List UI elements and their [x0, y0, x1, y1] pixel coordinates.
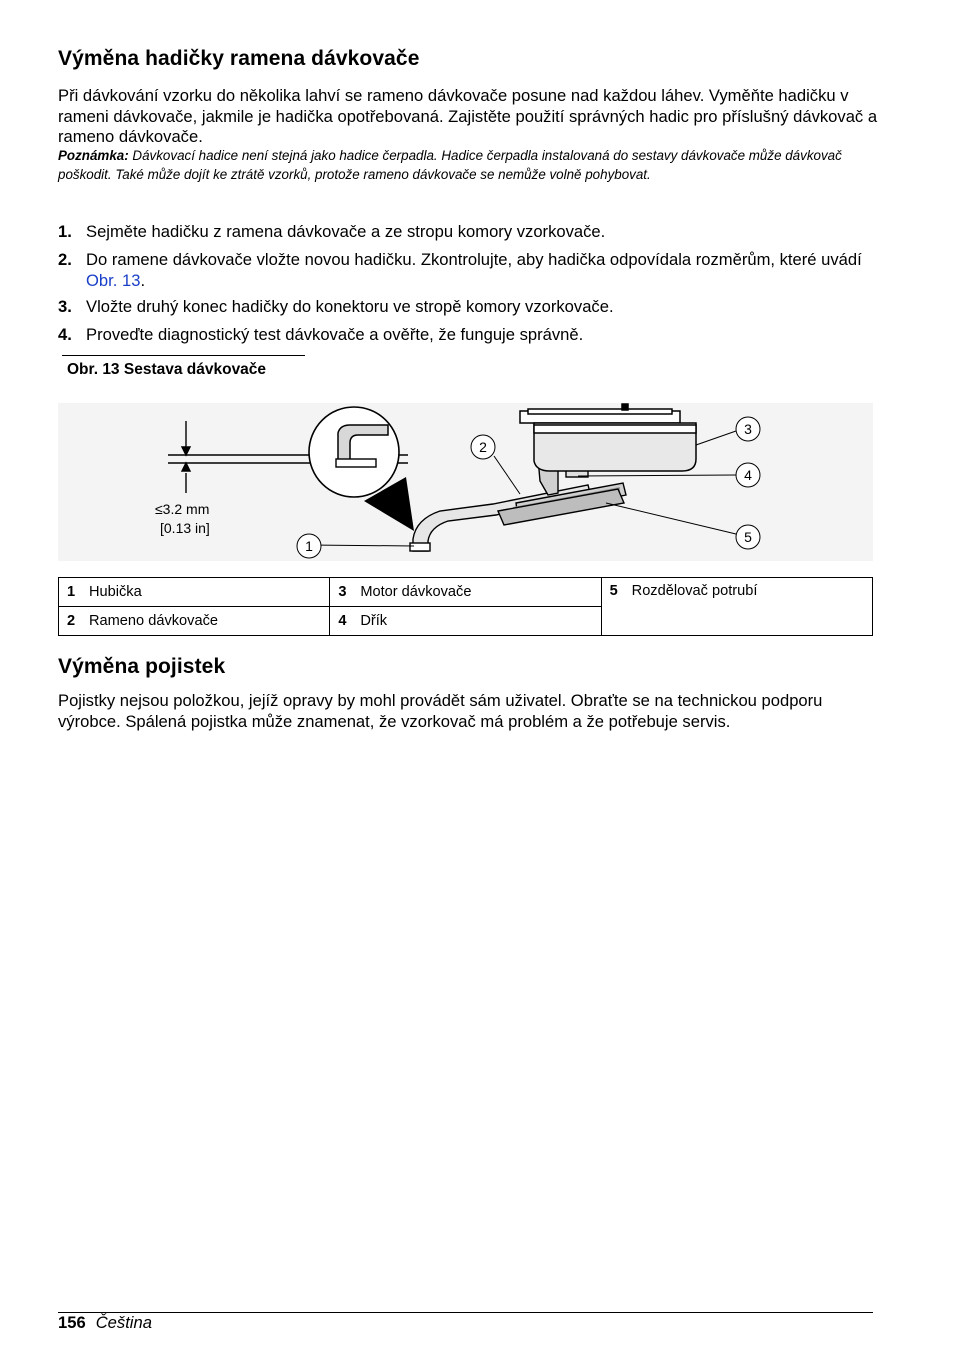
callout-2: [471, 435, 495, 459]
legend-label: Rozdělovač potrubí: [631, 583, 758, 599]
note-label: Poznámka:: [58, 148, 129, 163]
callout-5: [736, 525, 760, 549]
svg-text:2: 2: [479, 439, 487, 455]
legend-number: 2: [67, 613, 76, 629]
legend-label: Hubička: [89, 584, 142, 600]
intro-paragraph: Při dávkování vzorku do několika lahví se rameno dávkovače posune nad každou láhev. Vyměňte hadičku v rameni dávkovače, jakmile je hadička opotřebovaná. Zajistěte použití správných hadic pro příslušný dávkovač a rameno dávkovače.: [58, 86, 878, 146]
legend-cell: [330, 607, 601, 636]
step-number: 4.: [58, 325, 72, 344]
legend-label: Rameno dávkovače: [89, 613, 218, 629]
figure-legend-table: [58, 577, 873, 636]
step-text-part: Do ramene dávkovače vložte novou hadičku. Zkontrolujte, aby hadička odpovídala rozměrům, které uvádí: [86, 250, 862, 269]
step-text-part: .: [140, 270, 146, 290]
step-text: [86, 250, 871, 291]
fuse-paragraph: Pojistky nejsou položkou, jejíž opravy by mohl provádět sám uživatel. Obraťte se na technickou podporu výrobce. Spálená pojistka může znamenat, že vzorkovač má problém a že potřebuje servis.: [58, 691, 823, 731]
legend-cell: [59, 607, 330, 636]
dimension-mm-label: ≤3.2 mm: [155, 501, 210, 517]
footer-rule: [58, 1312, 873, 1313]
callout-4: [736, 463, 760, 487]
callout-3: [736, 417, 760, 441]
legend-number: 1: [67, 584, 76, 600]
step-number: 3.: [58, 297, 72, 316]
legend-number: 3: [338, 584, 347, 600]
step-text: Sejměte hadičku z ramena dávkovače a ze stropu komory vzorkovače.: [86, 222, 606, 241]
dimension-inch-label: [0.13 in]: [160, 520, 210, 536]
step-number: 2.: [58, 250, 72, 269]
svg-text:1: 1: [305, 538, 313, 554]
svg-text:3: 3: [744, 421, 752, 437]
svg-text:4: 4: [744, 467, 752, 483]
page-number: 156: [58, 1313, 86, 1332]
note-text: Dávkovací hadice není stejná jako hadice čerpadla. Hadice čerpadla instalovaná do sestavy dávkovače může dávkovač poškodit. Také může dojít ke ztrátě vzorků, protože rameno dávkovače se nemůže volně pohybovat.: [58, 148, 842, 182]
legend-label: Dřík: [360, 613, 388, 629]
section-title-fuse-replacement: Výměna pojistek: [58, 655, 226, 678]
legend-number: 5: [609, 583, 618, 599]
step-text: Vložte druhý konec hadičky do konektoru ve stropě komory vzorkovače.: [86, 297, 614, 316]
section-title-tube-replacement: Výměna hadičky ramena dávkovače: [58, 47, 420, 70]
legend-cell: [59, 578, 330, 607]
svg-text:5: 5: [744, 529, 752, 545]
page-footer: [58, 1313, 152, 1333]
footer-language: Čeština: [95, 1313, 152, 1332]
note: [58, 146, 868, 184]
figure-link[interactable]: Obr. 13: [86, 270, 141, 290]
step-text: Proveďte diagnostický test dávkovače a ověřte, že funguje správně.: [86, 325, 584, 344]
dispenser-assembly-illustration: [58, 403, 873, 561]
callout-1: [297, 534, 321, 558]
table-row: [59, 578, 873, 607]
figure-caption: Obr. 13 Sestava dávkovače: [67, 361, 267, 378]
legend-cell: [330, 578, 601, 607]
legend-label: Motor dávkovače: [360, 584, 472, 600]
step-number: 1.: [58, 222, 72, 241]
legend-cell: [601, 578, 872, 636]
figure-rule: [62, 355, 305, 356]
dispenser-motor: [520, 404, 696, 471]
legend-number: 4: [338, 613, 347, 629]
